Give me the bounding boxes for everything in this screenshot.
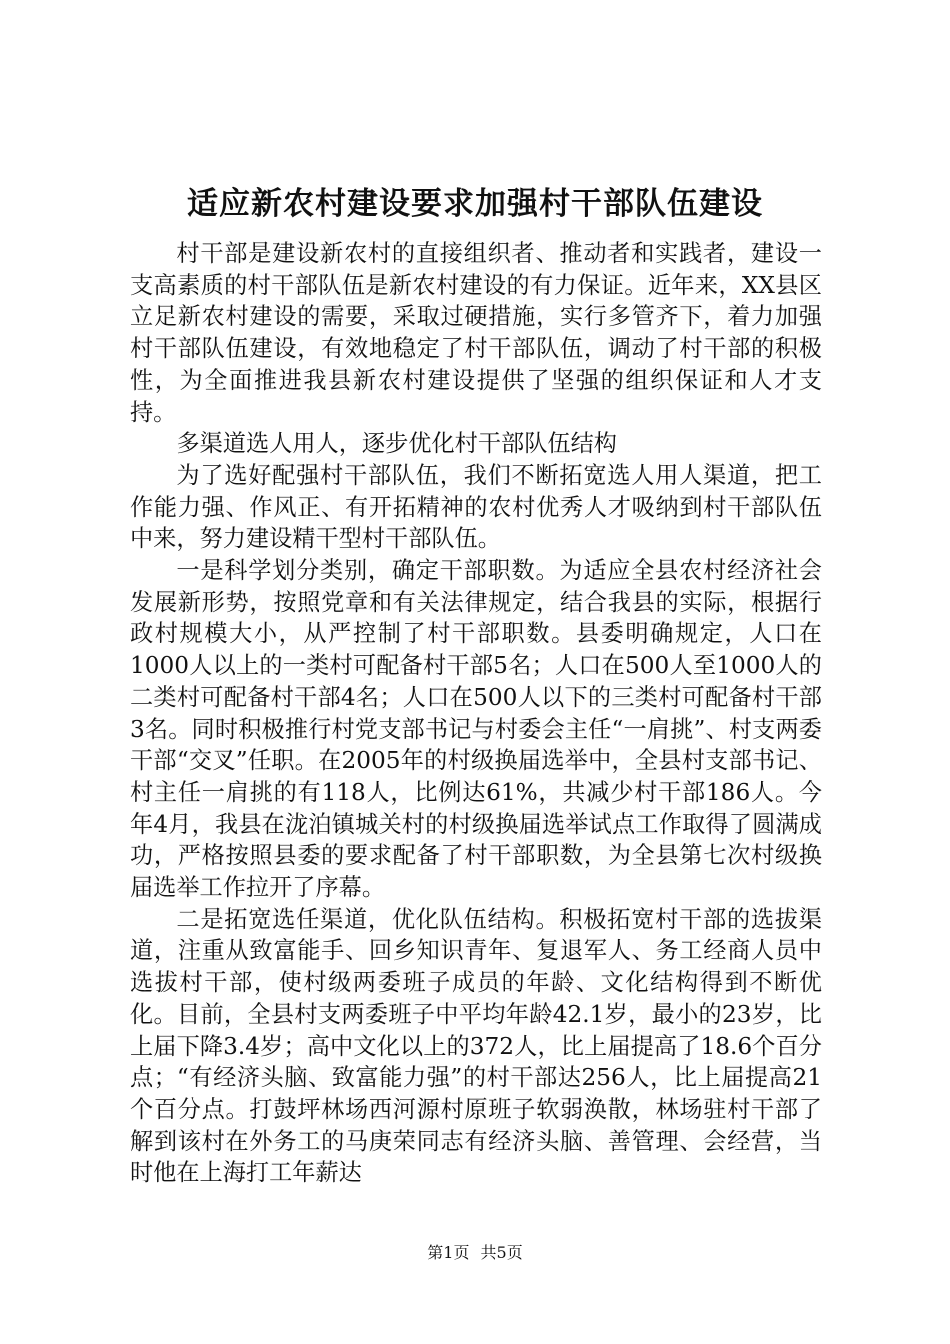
paragraph-intro: 村干部是建设新农村的直接组织者、推动者和实践者，建设一支高素质的村干部队伍是新农村建设的有力保证。近年来，XX县区立足新农村建设的需要，采取过硬措施，实行多管齐下，着力加强村干部队伍建设，有效地稳定了村干部队伍，调动了村干部的积极性，为全面推进我县新农村建设提供了坚强的组织保证和人才支持。 [130,240,822,426]
paragraph-point-one: 一是科学划分类别，确定干部职数。为适应全县农村经济社会发展新形势，按照党章和有关法律规定，结合我县的实际，根据行政村规模大小，从严控制了村干部职数。县委明确规定，人口在1000人以上的一类村可配备村干部5名；人口在500人至1000人的二类村可配备村干部4名；人口在500人以下的三类村可配备村干部3名。同时积极推行村党支部书记与村委会主任“一肩挑”、村支两委干部“交叉”任职。在2005年的村级换届选举中，全县村支部书记、村主任一肩挑的有118人，比例达61%，共减少村干部186人。今年4月，我县在泷泊镇城关村的村级换届选举试点工作取得了圆满成功，严格按照县委的要求配备了村干部职数，为全县第七次村级换届选举工作拉开了序幕。 [130,557,822,902]
paragraph-section-intro: 为了选好配强村干部队伍，我们不断拓宽选人用人渠道，把工作能力强、作风正、有开拓精神的农村优秀人才吸纳到村干部队伍中来，努力建设精干型村干部队伍。 [130,461,822,553]
page-total: 共5页 [480,1243,523,1262]
page-number: 第1页 [427,1243,470,1262]
page-footer [0,1243,950,1263]
document-title: 适应新农村建设要求加强村干部队伍建设 [187,186,763,222]
document-body [130,238,822,1189]
section-heading: 多渠道选人用人，逐步优化村干部队伍结构 [176,430,617,458]
paragraph-point-two: 二是拓宽选任渠道，优化队伍结构。积极拓宽村干部的选拔渠道，注重从致富能手、回乡知识青年、复退军人、务工经商人员中选拔村干部，使村级两委班子成员的年龄、文化结构得到不断优化。目前，全县村支两委班子中平均年龄42.1岁，最小的23岁，比上届下降3.4岁；高中文化以上的372人，比上届提高了18.6个百分点；“有经济头脑、致富能力强”的村干部达256人，比上届提高21个百分点。打鼓坪林场西河源村原班子软弱涣散，林场驻村干部了解到该村在外务工的马庚荣同志有经济头脑、善管理、会经营，当时他在上海打工年薪达 [130,905,822,1187]
